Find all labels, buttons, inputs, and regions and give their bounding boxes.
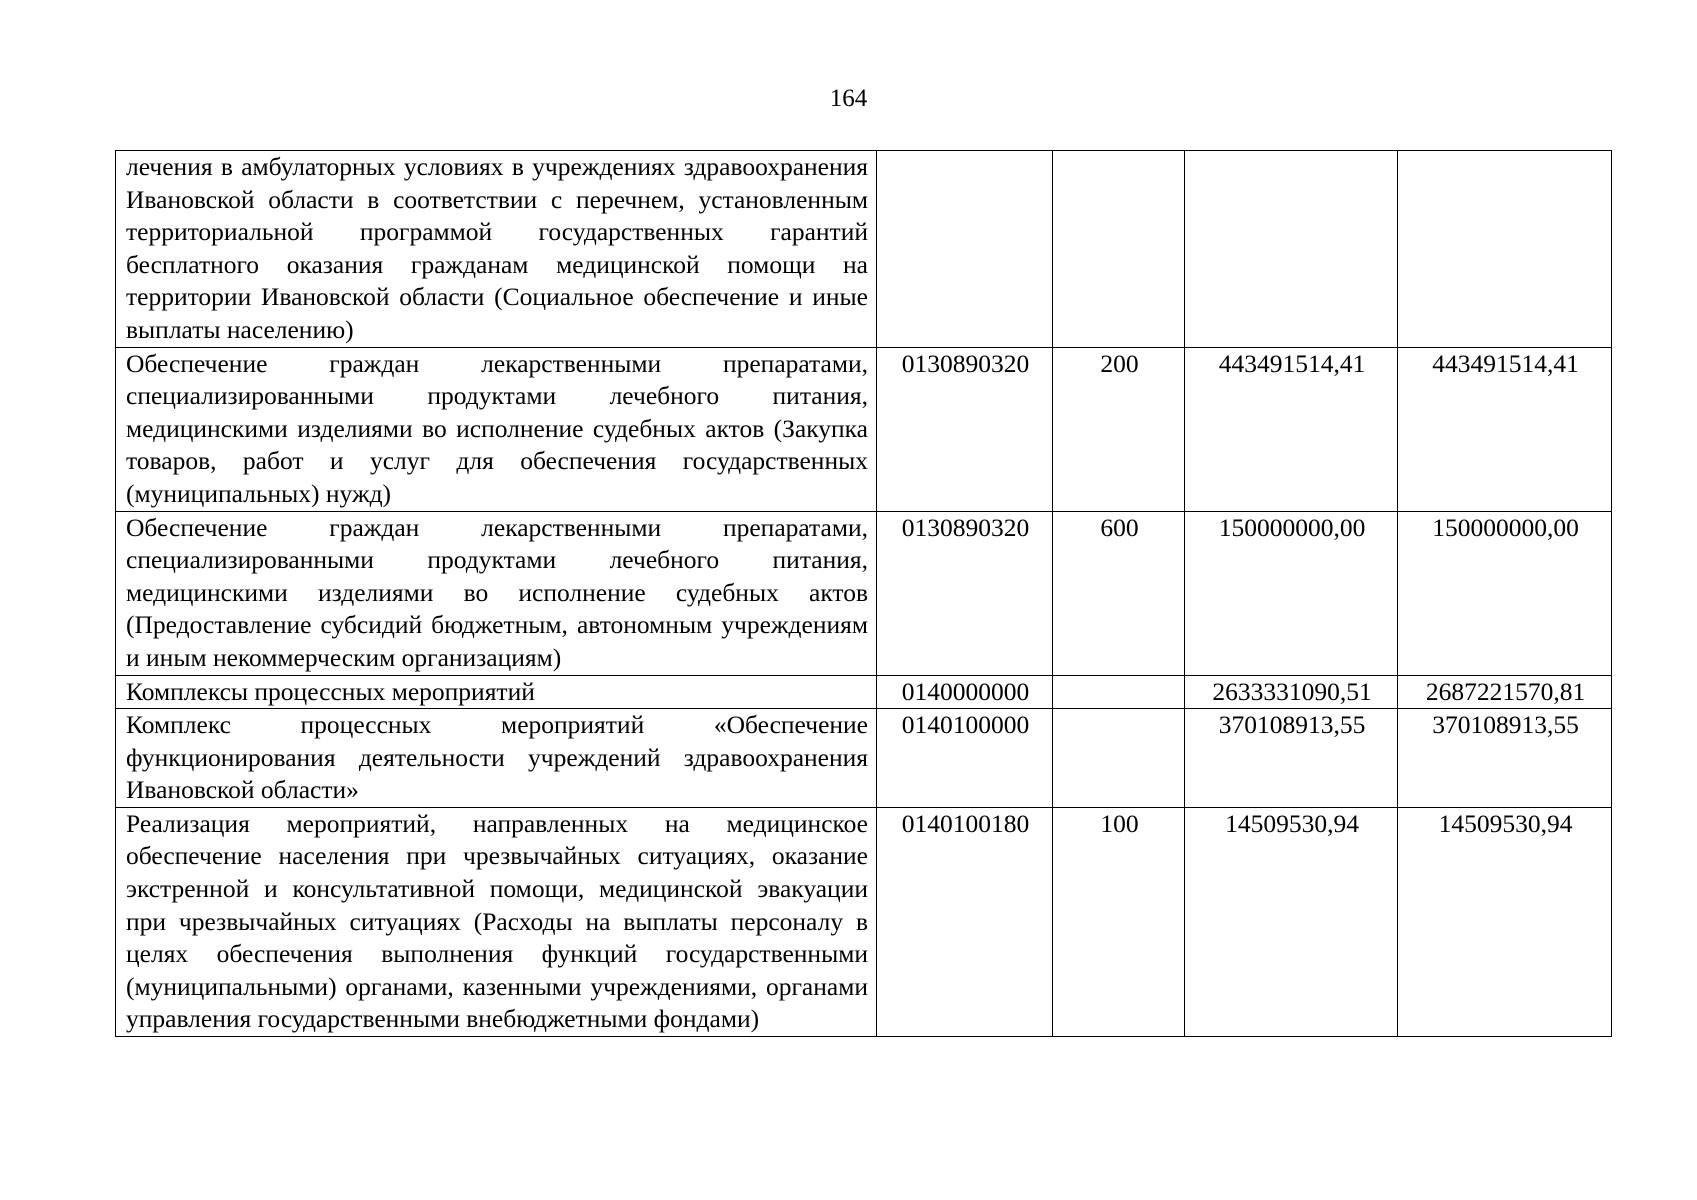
row-name-cell: лечения в амбулаторных условиях в учреждениях здравоохранения Ивановской области в соответствии с перечнем, установленным территориальной программой государственных гарантий бесплатного оказания гражданам медицинской помощи на территории Ивановской области (Социальное обеспечение и иные выплаты населению) [116, 151, 877, 348]
amount-year1-cell: 2633331090,51 [1185, 675, 1398, 709]
table-row [116, 151, 1612, 348]
budget-table [115, 150, 1612, 1037]
amount-year2-cell [1398, 151, 1612, 348]
target-article-code-cell: 0140000000 [877, 675, 1053, 709]
amount-year2-cell: 443491514,41 [1398, 347, 1612, 511]
amount-year1-cell: 443491514,41 [1185, 347, 1398, 511]
table-row [116, 709, 1612, 808]
amount-year2-cell: 14509530,94 [1398, 807, 1612, 1036]
row-name-cell: Комплекс процессных мероприятий «Обеспечение функционирования деятельности учреждений здравоохранения Ивановской области» [116, 709, 877, 808]
expense-type-code-cell [1053, 709, 1185, 808]
target-article-code-cell: 0130890320 [877, 347, 1053, 511]
expense-type-code-cell: 200 [1053, 347, 1185, 511]
expense-type-code-cell: 100 [1053, 807, 1185, 1036]
target-article-code-cell: 0130890320 [877, 511, 1053, 675]
table-row [116, 675, 1612, 709]
table-row [116, 807, 1612, 1036]
amount-year2-cell: 2687221570,81 [1398, 675, 1612, 709]
target-article-code-cell: 0140100180 [877, 807, 1053, 1036]
amount-year1-cell: 150000000,00 [1185, 511, 1398, 675]
amount-year2-cell: 150000000,00 [1398, 511, 1612, 675]
table-row [116, 347, 1612, 511]
row-name-cell: Обеспечение граждан лекарственными препаратами, специализированными продуктами лечебного питания, медицинскими изделиями во исполнение судебных актов (Предоставление субсидий бюджетным, автономным учреждениям и иным некоммерческим организациям) [116, 511, 877, 675]
row-name-cell: Обеспечение граждан лекарственными препаратами, специализированными продуктами лечебного питания, медицинскими изделиями во исполнение судебных актов (Закупка товаров, работ и услуг для обеспечения государственных (муниципальных) нужд) [116, 347, 877, 511]
page-number: 164 [829, 85, 868, 112]
table-row [116, 511, 1612, 675]
target-article-code-cell [877, 151, 1053, 348]
row-name-cell: Реализация мероприятий, направленных на медицинское обеспечение населения при чрезвычайных ситуациях, оказание экстренной и консультативной помощи, медицинской эвакуации при чрезвычайных ситуациях (Расходы на выплаты персоналу в целях обеспечения выполнения функций государственными (муниципальными) органами, казенными учреждениями, органами управления государственными внебюджетными фондами) [116, 807, 877, 1036]
expense-type-code-cell [1053, 151, 1185, 348]
target-article-code-cell: 0140100000 [877, 709, 1053, 808]
amount-year1-cell: 14509530,94 [1185, 807, 1398, 1036]
expense-type-code-cell: 600 [1053, 511, 1185, 675]
amount-year1-cell [1185, 151, 1398, 348]
row-name-cell: Комплексы процессных мероприятий [116, 675, 877, 709]
amount-year1-cell: 370108913,55 [1185, 709, 1398, 808]
amount-year2-cell: 370108913,55 [1398, 709, 1612, 808]
expense-type-code-cell [1053, 675, 1185, 709]
